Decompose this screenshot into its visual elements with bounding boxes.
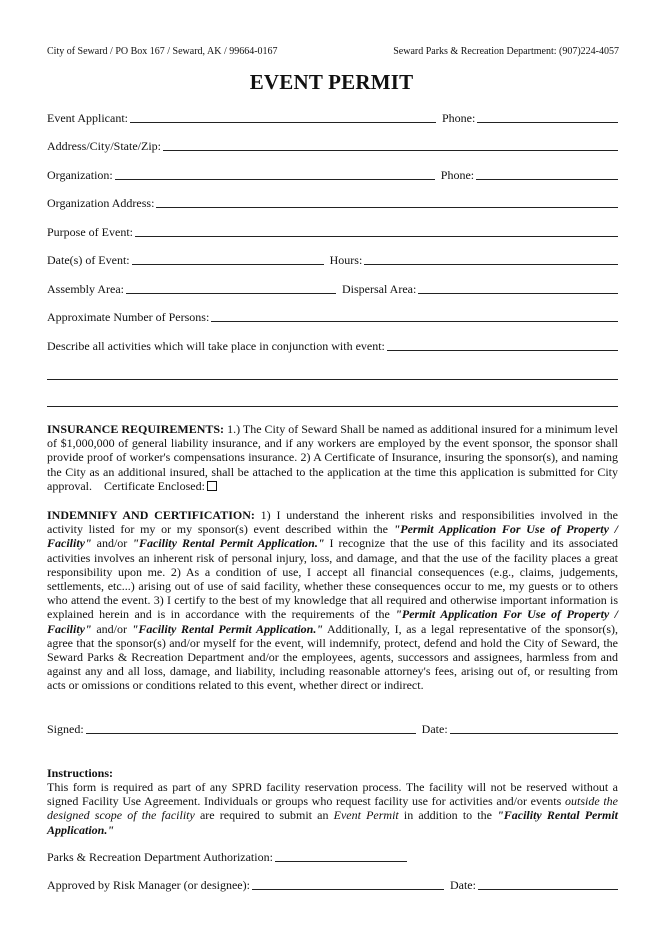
- dates-label: Date(s) of Event:: [47, 253, 130, 267]
- row-organization: [47, 166, 618, 182]
- dispersal-field[interactable]: [418, 282, 618, 294]
- indemnify-certification: [47, 508, 618, 693]
- instructions-text-2: are required to submit an: [194, 808, 334, 823]
- indemnify-text-4: and/or: [91, 621, 132, 636]
- event-applicant-label: Event Applicant:: [47, 111, 128, 125]
- indemnify-text-5: Additionally, I, as a legal representative of the sponsor(s), agree that the sponsor(s) and/or myself for the event, will indemnify, protect, defend and hold the City of Seward, the Seward Parks & Recreation Department and/or the employees, agents, successors and assignees, harmless from and against any and all loss, damage, and liability, including reasonable attorney's fees, arising out of, or resulting from acts or omissions or conditions related to this event, whether direct or indirect.: [47, 621, 619, 693]
- risk-manager-field[interactable]: [252, 878, 444, 890]
- risk-manager-label: Approved by Risk Manager (or designee):: [47, 878, 250, 892]
- certificate-enclosed-label: Certificate Enclosed:: [103, 478, 205, 493]
- permit-application-title-2: "Permit Application For Use of Property / Facility": [47, 607, 618, 636]
- insurance-heading: INSURANCE REQUIREMENTS:: [47, 422, 225, 436]
- approval-date-label: Date:: [449, 878, 476, 892]
- signed-label: Signed:: [47, 722, 84, 736]
- purpose-field[interactable]: [135, 225, 618, 237]
- row-event-applicant: [47, 109, 618, 125]
- org-phone-field[interactable]: [476, 168, 618, 180]
- row-purpose: [47, 223, 618, 239]
- dispersal-label: Dispersal Area:: [342, 282, 417, 296]
- row-risk-manager: [47, 876, 618, 892]
- purpose-label: Purpose of Event:: [47, 225, 133, 239]
- hours-label: Hours:: [329, 253, 363, 267]
- dates-field[interactable]: [132, 253, 324, 265]
- insurance-requirements: [47, 422, 618, 493]
- instructions-text-3: in addition to the: [398, 808, 498, 823]
- assembly-label: Assembly Area:: [47, 282, 124, 296]
- indemnify-text-2: and/or: [91, 536, 133, 551]
- org-address-field[interactable]: [156, 196, 618, 208]
- permit-application-title-1: "Permit Application For Use of Property / Facility": [47, 522, 618, 551]
- organization-field[interactable]: [115, 168, 435, 180]
- instructions-emphasis-event-permit: Event Permit: [333, 808, 399, 823]
- parks-authorization-field[interactable]: [275, 850, 407, 862]
- org-address-label: Organization Address:: [47, 196, 155, 210]
- instructions-text-1: This form is required as part of any SPRD facility reservation process. The facility will not be reserved without a signed Facility Use Agreement. Individuals or groups who request facility use for activities and/or events: [47, 780, 618, 809]
- facility-rental-title-2: "Facility Rental Permit Application.": [131, 621, 323, 636]
- approval-date-field[interactable]: [478, 878, 618, 890]
- header-address: City of Seward / PO Box 167 / Seward, AK / 99664-0167: [47, 46, 278, 57]
- activities-line-2[interactable]: [47, 379, 618, 380]
- org-phone-label: Phone:: [440, 168, 475, 182]
- activities-label: Describe all activities which will take place in conjunction with event:: [47, 339, 385, 353]
- row-org-address: [47, 194, 618, 210]
- date-field[interactable]: [450, 722, 618, 734]
- row-activities: [47, 337, 618, 353]
- row-num-persons: [47, 308, 618, 324]
- instructions-text: [47, 780, 618, 837]
- indemnify-text-3: I recognize that the use of this facility and its associated activities involves an inherent risk of personal injury, loss, and damage, and that the use of the facility places a great responsibility upon me. 2) As a condition of use, I accept all financial consequences (e.g., claims, judgements, settlements, etc...) arising out of use of said facility, whether these consequences occur to me, my guests or to others who attend the event. 3) I certify to the best of my knowledge that all required and otherwise important information is explained herein and is in accordance with the requirements of the: [47, 536, 619, 622]
- instructions-emphasis-scope: outside the designed scope of the facility: [47, 794, 618, 823]
- indemnify-text-1: 1) I understand the inherent risks and responsibilities involved in the activity listed for my or my sponsor(s) event described within the: [47, 508, 618, 537]
- date-label: Date:: [421, 722, 448, 736]
- event-applicant-field[interactable]: [130, 111, 436, 123]
- phone-field[interactable]: [477, 111, 618, 123]
- row-parks-authorization: [47, 848, 407, 864]
- hours-field[interactable]: [364, 253, 618, 265]
- instructions-emphasis-facility-rental: "Facility Rental Permit Application.": [47, 808, 619, 837]
- signed-field[interactable]: [86, 722, 416, 734]
- address-label: Address/City/State/Zip:: [47, 139, 161, 153]
- certificate-enclosed-checkbox[interactable]: [207, 481, 217, 491]
- parks-authorization-label: Parks & Recreation Department Authorization:: [47, 850, 273, 864]
- address-field[interactable]: [163, 139, 618, 151]
- insurance-body: 1.) The City of Seward Shall be named as additional insured for a minimum level of $1,000,000 of general liability insurance, and if any workers are employed by the event sponsor, the sponsor shall provide proof of worker's compensations insurance. 2) A Certificate of Insurance, insuring the sponsor(s), and naming the City as an additional insured, shall be attached to the application at the time this application is submitted for City approval.: [47, 422, 618, 493]
- row-address: [47, 137, 618, 153]
- page-title: EVENT PERMIT: [249, 70, 414, 94]
- organization-label: Organization:: [47, 168, 113, 182]
- row-signed: [47, 720, 618, 736]
- row-dates: [47, 251, 618, 267]
- row-assembly: [47, 280, 618, 296]
- header-department-phone: Seward Parks & Recreation Department: (907)224-4057: [393, 46, 619, 57]
- activities-line-3[interactable]: [47, 406, 618, 407]
- phone-label: Phone:: [441, 111, 476, 125]
- instructions-heading: Instructions:: [47, 766, 114, 780]
- num-persons-label: Approximate Number of Persons:: [47, 310, 210, 324]
- facility-rental-title-1: "Facility Rental Permit Application.": [132, 536, 325, 551]
- activities-field[interactable]: [387, 339, 618, 351]
- num-persons-field[interactable]: [211, 310, 618, 322]
- assembly-field[interactable]: [126, 282, 336, 294]
- indemnify-heading: INDEMNIFY AND CERTIFICATION:: [47, 508, 255, 522]
